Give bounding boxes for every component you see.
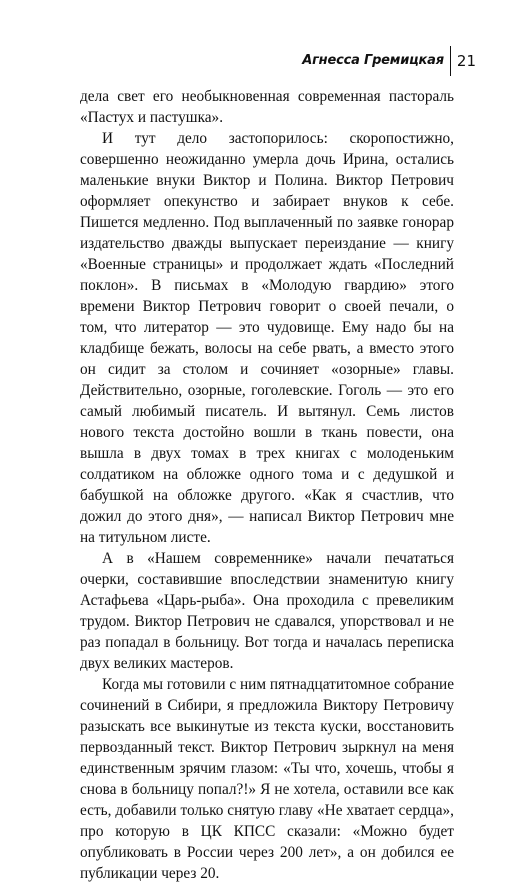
paragraph-1: дела свет его необыкновенная современная пастораль «Пастух и пастушка». [80, 88, 454, 126]
header-author: Агнесса Гремицкая [302, 53, 444, 68]
running-header [302, 46, 476, 76]
page-number: 21 [456, 52, 476, 70]
paragraph-3: А в «Нашем современнике» начали печататься очерки, составившие впоследствии знаменитую книгу Астафьева «Царь-рыба». Она проходила с превеликим трудом. Виктор Петрович не сдавался, упорствовал и не раз попадал в больницу. Вот тогда и началась переписка двух великих мастеров. [80, 550, 454, 672]
body-text [80, 86, 454, 884]
paragraph-4: Когда мы готовили с ним пятнадцатитомное собрание сочинений в Сибири, я предложила Виктору Петровичу разыскать все выкинутые из текста куски, восстановить первозданный текст. Виктор Петрович зыркнул на меня единственным зрячим глазом: «Ты что, хочешь, чтобы я снова в больницу попал?!» Я не хотела, оставили все как есть, добавили только снятую главу «Не хватает сердца», про которую в ЦК КПСС сказали: «Можно будет опубликовать в России через 200 лет», а он добился ее публикации через 20. [80, 676, 454, 882]
paragraph-2: И тут дело застопорилось: скоропостижно, совершенно неожиданно умерла дочь Ирина, остались маленькие внуки Виктор и Полина. Виктор Петрович оформляет опекунство и забирает внуков к себе. Пишется медленно. Под выплаченный по заявке гонорар издательство дважды выпускает переиздание — книгу «Военные страницы» и продолжает ждать «Последний поклон». В письмах в «Молодую гвардию» этого времени Виктор Петрович говорит о своей печали, о том, что литератор — это чудовище. Ему надо бы на кладбище бежать, волосы на себе рвать, а вместо этого он сидит за столом и сочиняет «озорные» главы. Действительно, озорные, гоголевские. Гоголь — это его самый любимый писатель. И вытянул. Семь листов нового текста достойно вошли в ткань повести, она вышла в двух томах в трех книгах с молоденьким солдатиком на обложке одного тома и с дедушкой и бабушкой на обложке другого. «Как я счастлив, что дожил до этого дня», — написал Виктор Петрович мне на титульном листе. [80, 130, 454, 546]
